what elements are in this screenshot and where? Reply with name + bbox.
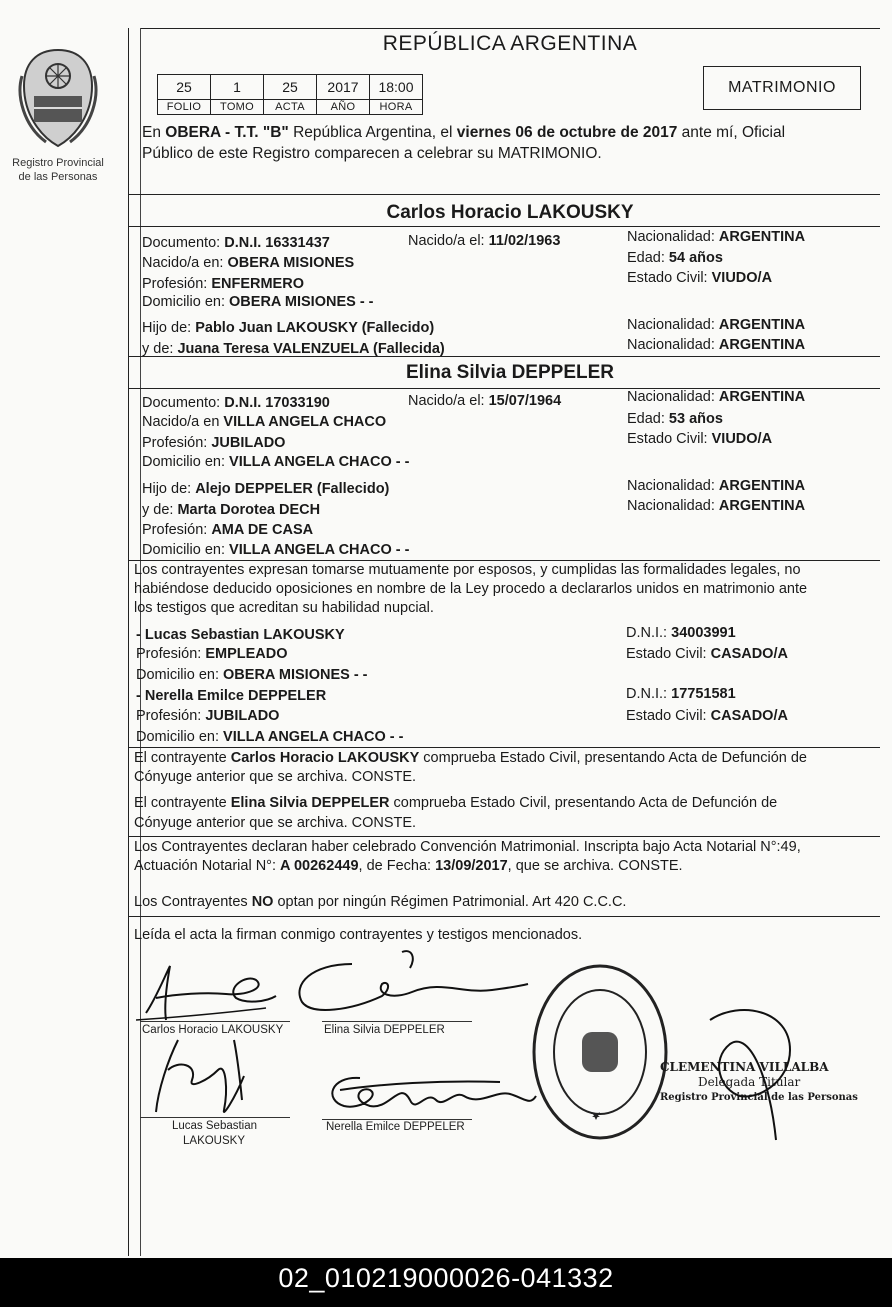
proof2-line1: El contrayente Elina Silvia DEPPELER comprueba Estado Civil, presentando Acta de Defunción de (134, 795, 778, 811)
spouse1-mother: y de: Juana Teresa VALENZUELA (Fallecida) (142, 341, 445, 357)
spouse1-father: Hijo de: Pablo Juan LAKOUSKY (Fallecido) (142, 320, 435, 336)
divider (128, 356, 880, 357)
spouse1-profession: Profesión: ENFERMERO (142, 276, 304, 292)
signature-label-elina: Elina Silvia DEPPELER (324, 1024, 445, 1036)
spouse2-mother: y de: Marta Dorotea DECH (142, 502, 321, 518)
signature-line (322, 1021, 472, 1022)
tomo-value: 1 (211, 75, 264, 100)
witness2-name: - Nerella Emilce DEPPELER (136, 688, 327, 704)
signature-line (140, 1021, 290, 1022)
folio-value: 25 (158, 75, 211, 100)
declaration-line3: los testigos que acreditan su habilidad nupcial. (134, 600, 434, 616)
witness1-profession: Profesión: EMPLEADO (136, 646, 288, 662)
witness1-domicile: Domicilio en: OBERA MISIONES - - (136, 667, 368, 683)
hora-label: HORA (370, 100, 423, 115)
acta-value: 25 (264, 75, 317, 100)
registry-table (157, 74, 423, 115)
spouse2-mother-domicile: Domicilio en: VILLA ANGELA CHACO - - (142, 542, 410, 558)
proof2-line2: Cónyuge anterior que se archiva. CONSTE. (134, 815, 417, 831)
proof1-line2: Cónyuge anterior que se archiva. CONSTE. (134, 769, 417, 785)
spouse2-father-nationality: Nacionalidad: ARGENTINA (627, 478, 806, 494)
spouse2-mother-nationality: Nacionalidad: ARGENTINA (627, 498, 806, 514)
spouse2-birthdate: Nacido/a el: 15/07/1964 (408, 393, 562, 409)
spouse1-age: Edad: 54 años (627, 250, 723, 266)
official-role: Delegada Titular (698, 1075, 801, 1089)
signature-line (140, 1117, 290, 1118)
witness1-name: - Lucas Sebastian LAKOUSKY (136, 627, 345, 643)
hora-value: 18:00 (370, 75, 423, 100)
record-type-box: MATRIMONIO (703, 66, 861, 110)
spouse1-mother-nationality: Nacionalidad: ARGENTINA (627, 337, 806, 353)
divider (128, 226, 880, 227)
declaration-line2: habiéndose deducido oposiciones en nombre de la Ley procedo a declararlos unidos en matrimonio ante (134, 581, 808, 597)
folio-label: FOLIO (158, 100, 211, 115)
witness2-profession: Profesión: JUBILADO (136, 708, 280, 724)
province-emblem-icon (16, 46, 100, 150)
witness2-dni: D.N.I.: 17751581 (626, 686, 736, 702)
signature-elina-icon (292, 944, 532, 1024)
witness2-domicile: Domicilio en: VILLA ANGELA CHACO - - (136, 729, 404, 745)
spouse1-birthdate: Nacido/a el: 11/02/1963 (408, 233, 561, 249)
intro-line1: En OBERA - T.T. "B" República Argentina, el viernes 06 de octubre de 2017 ante mí, Oficial (142, 124, 786, 141)
witness1-dni: D.N.I.: 34003991 (626, 625, 736, 641)
spouse1-father-nationality: Nacionalidad: ARGENTINA (627, 317, 806, 333)
spouse2-profession: Profesión: JUBILADO (142, 435, 286, 451)
divider (128, 747, 880, 748)
signature-label-nerella: Nerella Emilce DEPPELER (326, 1121, 465, 1133)
signature-carlos-icon (136, 958, 286, 1028)
convention-line1: Los Contrayentes declaran haber celebrado Convención Matrimonial. Inscripta bajo Acta Notarial N°:49, (134, 839, 801, 855)
signature-official-icon (680, 1000, 800, 1150)
signature-lucas-icon (148, 1030, 258, 1120)
declaration-line1: Los contrayentes expresan tomarse mutuamente por esposos, y cumplidas las formalidades legales, no (134, 562, 801, 578)
registry-logo (8, 46, 108, 183)
divider (128, 916, 880, 917)
frame-top-line (140, 28, 880, 29)
intro-line2: Público de este Registro comparecen a celebrar su MATRIMONIO. (142, 145, 602, 162)
spouse2-document: Documento: D.N.I. 17033190 (142, 395, 330, 411)
convention-line2: Actuación Notarial N°: A 00262449, de Fecha: 13/09/2017, que se archiva. CONSTE. (134, 858, 683, 874)
signature-line (322, 1119, 472, 1120)
spouse2-age: Edad: 53 años (627, 411, 723, 427)
closing-line: Leída el acta la firman conmigo contrayentes y testigos mencionados. (134, 927, 583, 943)
ano-value: 2017 (317, 75, 370, 100)
document-code: 02_010219000026-041332 (0, 1258, 892, 1307)
signature-label-lucas-1: Lucas Sebastian (172, 1120, 258, 1132)
spouse1-document: Documento: D.N.I. 16331437 (142, 235, 330, 251)
official-name: CLEMENTINA VILLALBA (660, 1060, 829, 1074)
spouse1-nationality: Nacionalidad: ARGENTINA (627, 229, 806, 245)
page-title: REPÚBLICA ARGENTINA (382, 32, 638, 55)
witness2-civil-status: Estado Civil: CASADO/A (626, 708, 788, 724)
spouse2-name: Elina Silvia DEPPELER (405, 362, 615, 383)
official-org: Registro Provincial de las Personas (660, 1092, 858, 1103)
ano-label: AÑO (317, 100, 370, 115)
spouse2-father: Hijo de: Alejo DEPPELER (Fallecido) (142, 481, 390, 497)
spouse1-birthplace: Nacido/a en: OBERA MISIONES (142, 255, 355, 271)
spouse2-birthplace: Nacido/a en VILLA ANGELA CHACO (142, 414, 387, 430)
witness1-civil-status: Estado Civil: CASADO/A (626, 646, 788, 662)
spouse1-name: Carlos Horacio LAKOUSKY (386, 202, 634, 223)
spouse2-civil-status: Estado Civil: VIUDO/A (627, 431, 773, 447)
signature-label-carlos: Carlos Horacio LAKOUSKY (142, 1024, 284, 1036)
spouse1-civil-status: Estado Civil: VIUDO/A (627, 270, 773, 286)
signature-label-lucas-2: LAKOUSKY (183, 1135, 245, 1147)
spouse2-domicile: Domicilio en: VILLA ANGELA CHACO - - (142, 454, 410, 470)
spouse2-mother-profession: Profesión: AMA DE CASA (142, 522, 314, 538)
divider (128, 194, 880, 195)
logo-caption-line1: Registro Provincial (12, 157, 104, 169)
regime-line: Los Contrayentes NO optan por ningún Régimen Patrimonial. Art 420 C.C.C. (134, 894, 627, 910)
tomo-label: TOMO (211, 100, 264, 115)
acta-label: ACTA (264, 100, 317, 115)
spouse2-nationality: Nacionalidad: ARGENTINA (627, 389, 806, 405)
logo-caption-line2: de las Personas (18, 171, 98, 183)
spouse1-domicile: Domicilio en: OBERA MISIONES - - (142, 294, 374, 310)
divider (128, 836, 880, 837)
official-stamp-icon (530, 962, 670, 1142)
proof1-line1: El contrayente Carlos Horacio LAKOUSKY comprueba Estado Civil, presentando Acta de Defunción de (134, 750, 807, 766)
